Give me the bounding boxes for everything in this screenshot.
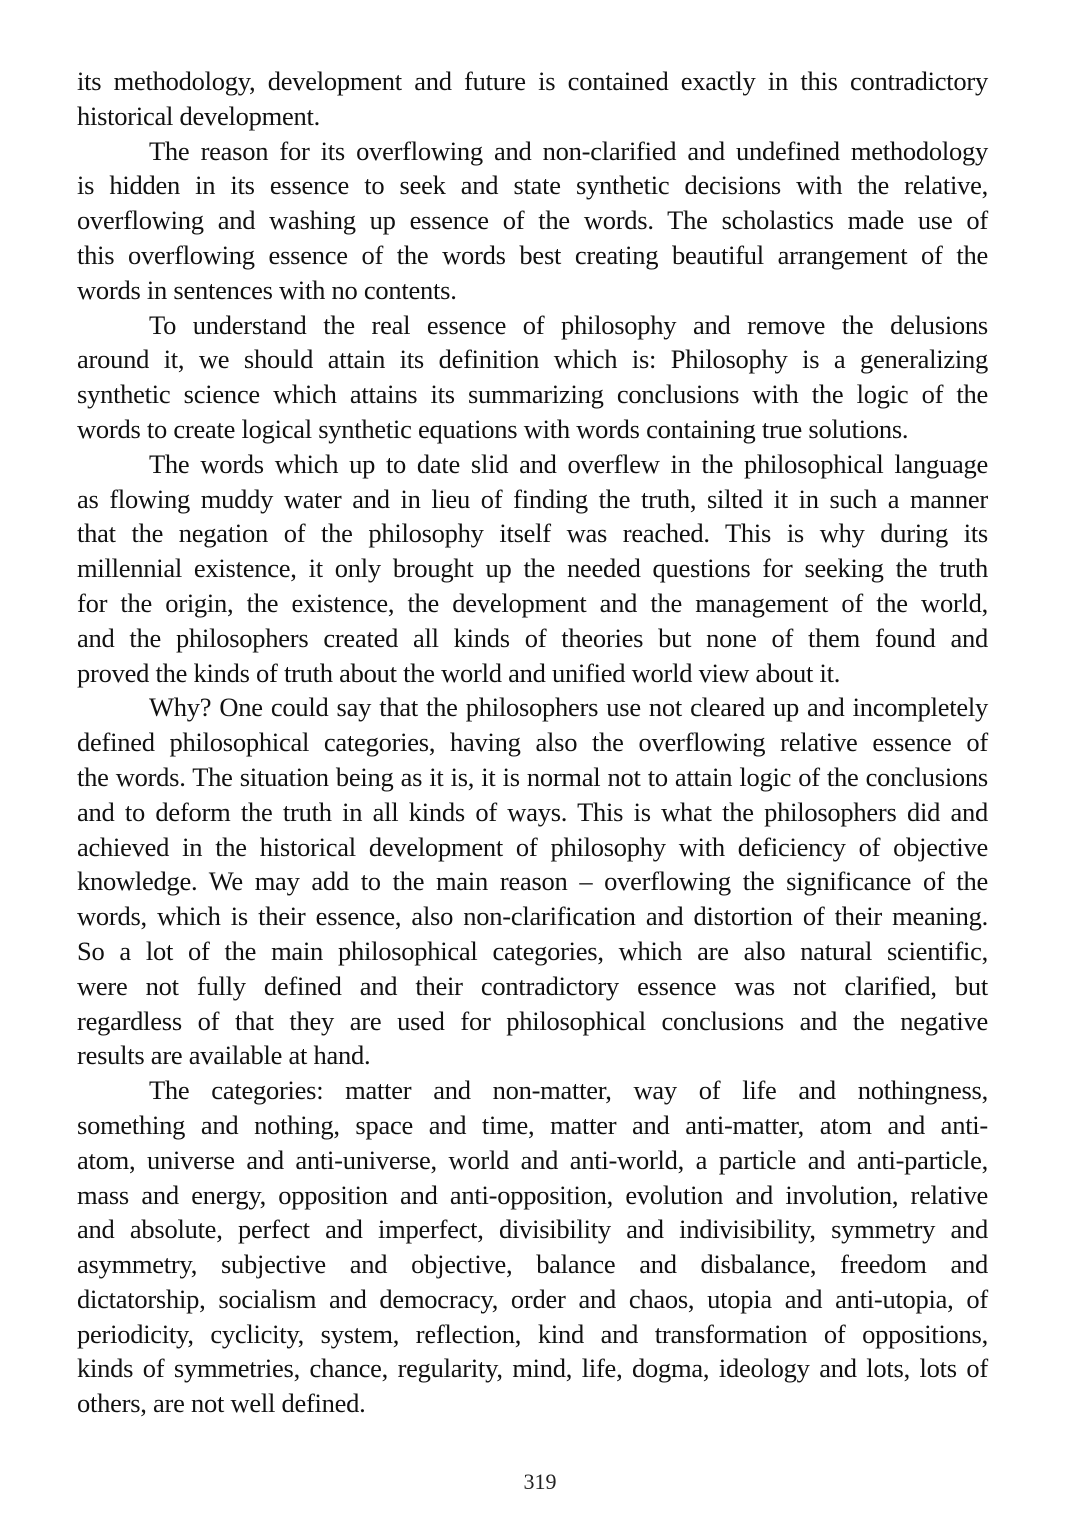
text-line: millennial existence, it only brought up the needed questions for seeking the truth (77, 553, 988, 584)
text-line: something and nothing, space and time, matter and anti-matter, atom and anti- (77, 1109, 988, 1140)
text-line: around it, we should attain its definition which is: Philosophy is a generalizing (77, 344, 988, 375)
text-line: this overflowing essence of the words best creating beautiful arrangement of the (77, 239, 988, 270)
text-line: atom, universe and anti-universe, world and anti-world, a particle and anti-particle, (77, 1144, 988, 1175)
text-line: historical development. (77, 100, 320, 131)
text-line: and absolute, perfect and imperfect, divisibility and indivisibility, symmetry and (77, 1214, 988, 1245)
text-line: synthetic science which attains its summarizing conclusions with the logic of the (77, 379, 988, 410)
text-line: The categories: matter and non-matter, way of life and nothingness, (149, 1075, 988, 1106)
text-line: overflowing and washing up essence of the words. The scholastics made use of (77, 205, 988, 236)
text-line: and the philosophers created all kinds of theories but none of them found and (77, 622, 988, 653)
text-line: asymmetry, subjective and objective, balance and disbalance, freedom and (77, 1249, 988, 1280)
text-line: periodicity, cyclicity, system, reflection, kind and transformation of oppositions, (77, 1318, 988, 1349)
text-line: and to deform the truth in all kinds of ways. This is what the philosophers did and (77, 796, 988, 827)
text-line: were not fully defined and their contradictory essence was not clarified, but (77, 970, 988, 1001)
text-line: words in sentences with no contents. (77, 274, 457, 305)
text-line: So a lot of the main philosophical categories, which are also natural scientific, (77, 935, 988, 966)
page-body (77, 64, 988, 1421)
paragraph-definition (77, 308, 988, 447)
text-line: the words. The situation being as it is, it is normal not to attain logic of the conclusions (77, 761, 988, 792)
paragraph-methodology-reason (77, 134, 988, 308)
text-line: is hidden in its essence to seek and state synthetic decisions with the relative, (77, 170, 988, 201)
text-line: knowledge. We may add to the main reason – overflowing the significance of the (77, 866, 988, 897)
paragraph-muddy-water (77, 447, 988, 691)
text-line: regardless of that they are used for philosophical conclusions and the negative (77, 1005, 988, 1036)
text-line: kinds of symmetries, chance, regularity, mind, life, dogma, ideology and lots, lots of (77, 1353, 988, 1384)
text-line: others, are not well defined. (77, 1388, 366, 1419)
text-line: defined philosophical categories, having also the overflowing relative essence of (77, 727, 988, 758)
text-line: for the origin, the existence, the development and the management of the world, (77, 587, 988, 618)
paragraph-continuation (77, 64, 988, 134)
page-number: 319 (523, 1469, 557, 1494)
paragraph-categories (77, 1073, 988, 1421)
text-line: proved the kinds of truth about the world and unified world view about it. (77, 657, 841, 688)
paragraph-why (77, 690, 988, 1073)
text-line: words to create logical synthetic equations with words containing true solutions. (77, 413, 909, 444)
text-line: mass and energy, opposition and anti-opposition, evolution and involution, relative (77, 1179, 988, 1210)
text-line: achieved in the historical development of philosophy with deficiency of objective (77, 831, 988, 862)
text-line: To understand the real essence of philosophy and remove the delusions (149, 309, 988, 340)
text-line: words, which is their essence, also non-clarification and distortion of their meaning. (77, 901, 988, 932)
text-line: results are available at hand. (77, 1040, 371, 1071)
text-line: dictatorship, socialism and democracy, order and chaos, utopia and anti-utopia, of (77, 1283, 988, 1314)
text-line: that the negation of the philosophy itself was reached. This is why during its (77, 518, 988, 549)
text-line: Why? One could say that the philosophers use not cleared up and incompletely (149, 692, 988, 723)
text-line: its methodology, development and future is contained exactly in this contradictory (77, 66, 988, 96)
text-line: The reason for its overflowing and non-clarified and undefined methodology (149, 135, 988, 166)
text-line: The words which up to date slid and overflew in the philosophical language (149, 448, 988, 479)
text-line: as flowing muddy water and in lieu of finding the truth, silted it in such a manner (77, 483, 988, 514)
